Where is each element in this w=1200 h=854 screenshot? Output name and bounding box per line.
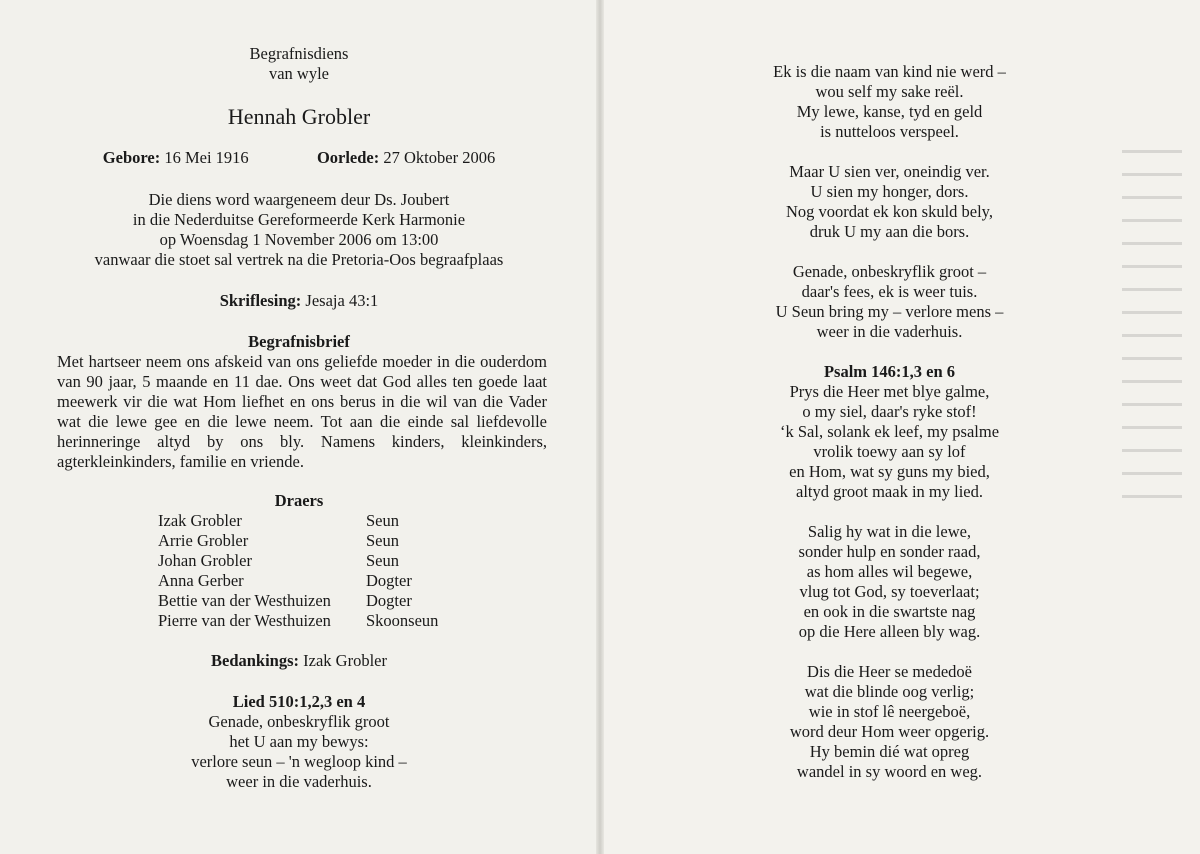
verse-line: druk U my aan die bors. bbox=[809, 222, 970, 241]
pallbearer-relation: Dogter bbox=[366, 591, 412, 610]
verse-line: op die Here alleen bly wag. bbox=[798, 622, 981, 641]
pallbearer-name: Anna Gerber bbox=[158, 571, 244, 590]
verse-line: weer in die vaderhuis. bbox=[816, 322, 963, 341]
thanks-label: Bedankings: bbox=[210, 651, 300, 670]
thanks-line bbox=[0, 651, 598, 671]
verse-line: en Hom, wat sy guns my bied, bbox=[789, 462, 990, 481]
pallbearer-row bbox=[158, 571, 438, 591]
pallbearer-name: Pierre van der Westhuizen bbox=[158, 611, 331, 630]
verse-line: Nog voordat ek kon skuld bely, bbox=[786, 202, 993, 221]
pallbearer-row bbox=[158, 511, 438, 531]
reading-label: Skriflesing: bbox=[219, 291, 302, 310]
heading-line: Begrafnisdiens bbox=[249, 44, 349, 63]
dates-line bbox=[0, 148, 598, 168]
born-label: Gebore: bbox=[102, 148, 161, 167]
pallbearers-list bbox=[158, 511, 438, 631]
died-label: Oorlede: bbox=[316, 148, 380, 167]
pallbearer-name: Izak Grobler bbox=[158, 511, 242, 530]
pallbearer-relation: Skoonseun bbox=[366, 611, 439, 630]
verse-line: Salig hy wat in die lewe, bbox=[807, 522, 972, 541]
service-line: in die Nederduitse Gereformeerde Kerk Harmonie bbox=[132, 210, 466, 229]
service-line: vanwaar die stoet sal vertrek na die Pretoria-Oos begraafplaas bbox=[94, 250, 504, 269]
service-line: op Woensdag 1 November 2006 om 13:00 bbox=[159, 230, 439, 249]
verse-line: wie in stof lê neergeboë, bbox=[808, 702, 971, 721]
pallbearer-relation: Seun bbox=[366, 511, 399, 530]
hymn-verse-4 bbox=[602, 262, 1177, 342]
verse-line: wou self my sake reël. bbox=[815, 82, 964, 101]
verse-line: Maar U sien ver, oneindig ver. bbox=[789, 162, 990, 181]
reading-value: Jesaja 43:1 bbox=[305, 291, 379, 310]
verse-line: vrolik toewy aan sy lof bbox=[813, 442, 966, 461]
verse-line: o my siel, daar's ryke stof! bbox=[802, 402, 977, 421]
died-value: 27 Oktober 2006 bbox=[383, 148, 496, 167]
deceased-name: Hennah Grobler bbox=[227, 104, 371, 129]
verse-line: wandel in sy woord en weg. bbox=[796, 762, 983, 781]
verse-line: Ek is die naam van kind nie werd – bbox=[773, 62, 1006, 81]
verse-line: Dis die Heer se mededoë bbox=[807, 662, 972, 681]
pallbearers-title: Draers bbox=[274, 491, 324, 510]
hymn-verse-3 bbox=[602, 162, 1177, 242]
verse-line: as hom alles wil begewe, bbox=[806, 562, 973, 581]
verse-line: ‘k Sal, solank ek leef, my psalme bbox=[779, 422, 1000, 441]
verse-line: en ook in die swartste nag bbox=[803, 602, 976, 621]
hymn-line: verlore seun – 'n wegloop kind – bbox=[191, 752, 407, 771]
verse-line: U sien my honger, dors. bbox=[810, 182, 969, 201]
pallbearer-row bbox=[158, 531, 438, 551]
psalm-title: Psalm 146:1,3 en 6 bbox=[823, 362, 956, 381]
verse-line: Prys die Heer met blye galme, bbox=[789, 382, 990, 401]
thanks-value: Izak Grobler bbox=[303, 651, 387, 670]
psalm-verse-6 bbox=[602, 662, 1177, 782]
verse-line: wat die blinde oog verlig; bbox=[804, 682, 975, 701]
verse-line: is nutteloos verspeel. bbox=[820, 122, 959, 141]
verse-line: vlug tot God, sy toeverlaat; bbox=[799, 582, 980, 601]
verse-line: daar's fees, ek is weer tuis. bbox=[801, 282, 978, 301]
verse-line: Genade, onbeskryflik groot – bbox=[792, 262, 987, 281]
service-heading bbox=[0, 44, 598, 84]
letter-title: Begrafnisbrief bbox=[248, 332, 350, 351]
hymn-verse-2 bbox=[602, 62, 1177, 142]
verse-line: word deur Hom weer opgerig. bbox=[789, 722, 990, 741]
verse-line: My lewe, kanse, tyd en geld bbox=[796, 102, 983, 121]
hymn-verse bbox=[0, 712, 598, 792]
service-details bbox=[0, 190, 598, 270]
scripture-reading bbox=[0, 291, 598, 311]
service-line: Die diens word waargeneem deur Ds. Joubert bbox=[148, 190, 450, 209]
pallbearer-relation: Seun bbox=[366, 551, 399, 570]
hymn-line: Genade, onbeskryflik groot bbox=[208, 712, 390, 731]
psalm-verse-3 bbox=[602, 522, 1177, 642]
hymn-title: Lied 510:1,2,3 en 4 bbox=[232, 692, 366, 711]
pallbearer-row bbox=[158, 591, 438, 611]
verse-line: altyd groot maak in my lied. bbox=[796, 482, 983, 501]
pallbearer-relation: Dogter bbox=[366, 571, 412, 590]
verse-line: sonder hulp en sonder raad, bbox=[798, 542, 981, 561]
psalm-verse-1 bbox=[602, 382, 1177, 502]
pallbearer-name: Johan Grobler bbox=[158, 551, 252, 570]
born-value: 16 Mei 1916 bbox=[164, 148, 249, 167]
pallbearer-name: Bettie van der Westhuizen bbox=[158, 591, 331, 610]
heading-line: van wyle bbox=[268, 64, 330, 83]
verse-line: Hy bemin dié wat opreg bbox=[809, 742, 970, 761]
pallbearer-relation: Seun bbox=[366, 531, 399, 550]
pallbearer-row bbox=[158, 611, 438, 631]
hymn-line: weer in die vaderhuis. bbox=[226, 772, 372, 791]
pallbearer-name: Arrie Grobler bbox=[158, 531, 249, 550]
hymn-line: het U aan my bewys: bbox=[229, 732, 369, 751]
verse-line: U Seun bring my – verlore mens – bbox=[775, 302, 1004, 321]
pallbearer-row bbox=[158, 551, 438, 571]
funeral-letter: Met hartseer neem ons afskeid van ons geliefde moeder in die ouderdom van 90 jaar, 5 maande en 11 dae. Ons weet dat God alles ten goede laat meewerk vir die wat Hom liefhet en ons berus in die wil van die Vader wat die lewe gee en die lewe neem. Tot aan die einde sal liefdevolle herinneringe altyd by ons bly. Namens kinders, kleinkinders, agterkleinkinders, familie en vriende. bbox=[57, 352, 547, 471]
